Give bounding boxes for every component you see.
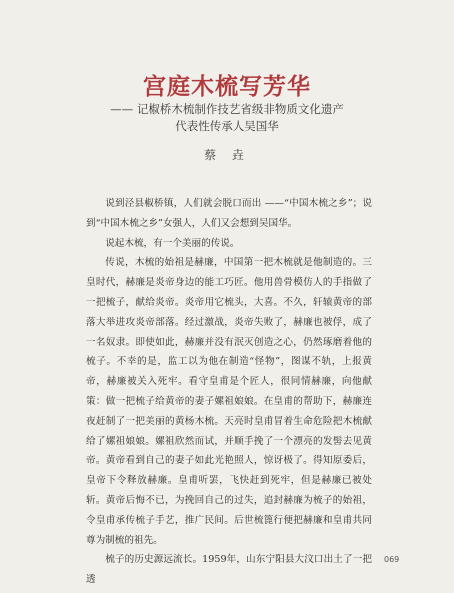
article-body	[86, 194, 372, 590]
article-title: 宫庭木梳写芳华	[143, 73, 311, 100]
paragraph: 传说，木梳的始祖是赫廉，中国第一把木梳就是他制造的。三皇时代，赫廉是炎帝身边的能工巧匠。他用兽骨模仿人的手指做了一把梳子，献给炎帝。炎帝用它梳头，大喜。不久，轩辕黄帝的部落大举进攻炎帝部落。经过激战，炎帝失败了，赫廉也被俘，成了一名奴隶。即使如此，赫廉并没有泯灭创造之心，仍然琢磨着他的梳子。不幸的是，监工以为他在制造“怪物”，图谋不轨，上报黄帝，赫廉被关入死牢。看守皇甫是个匠人，很同情赫廉，向他献策：做一把梳子给黄帝的妻子嫘祖娘娘。在皇甫的帮助下，赫廉连夜赶制了一把美丽的黄杨木梳。天亮时皇甫冒着生命危险把木梳献给了嫘祖娘娘。嫘祖欣然而试，并顺手挽了一个漂亮的发髻去见黄帝。黄帝看到自己的妻子如此光艳照人，惊讶极了。得知原委后，皇帝下令释放赫廉。皇甫听罢，飞快赶到死牢，但是赫廉已被处斩。黄帝后悔不已，为挽回自己的过失，追封赫廉为梳子的始祖，令皇甫承传梳子手艺，推广民间。后世梳篦行便把赫廉和皇甫共同尊为制梳的祖先。	[86, 257, 372, 546]
paragraph: 说到泾县椒桥镇，人们就会脱口而出 ——“中国木梳之乡”；说到“中国木梳之乡”女强人，人们又会想到吴国华。	[86, 198, 372, 229]
article-author: 蔡 垚	[204, 148, 250, 162]
article-subtitle	[0, 101, 454, 135]
paragraph: 梳子的历史源远流长。1959年，山东宁阳县大汶口出土了一把透	[86, 554, 372, 586]
page-number: 069	[384, 555, 400, 564]
subtitle-line-2: 代表性传承人吴国华	[175, 119, 279, 133]
paragraph: 说起木梳，有一个美丽的传说。	[105, 237, 240, 249]
subtitle-line-1: —— 记椒桥木梳制作技艺省级非物质文化遗产	[110, 102, 344, 116]
